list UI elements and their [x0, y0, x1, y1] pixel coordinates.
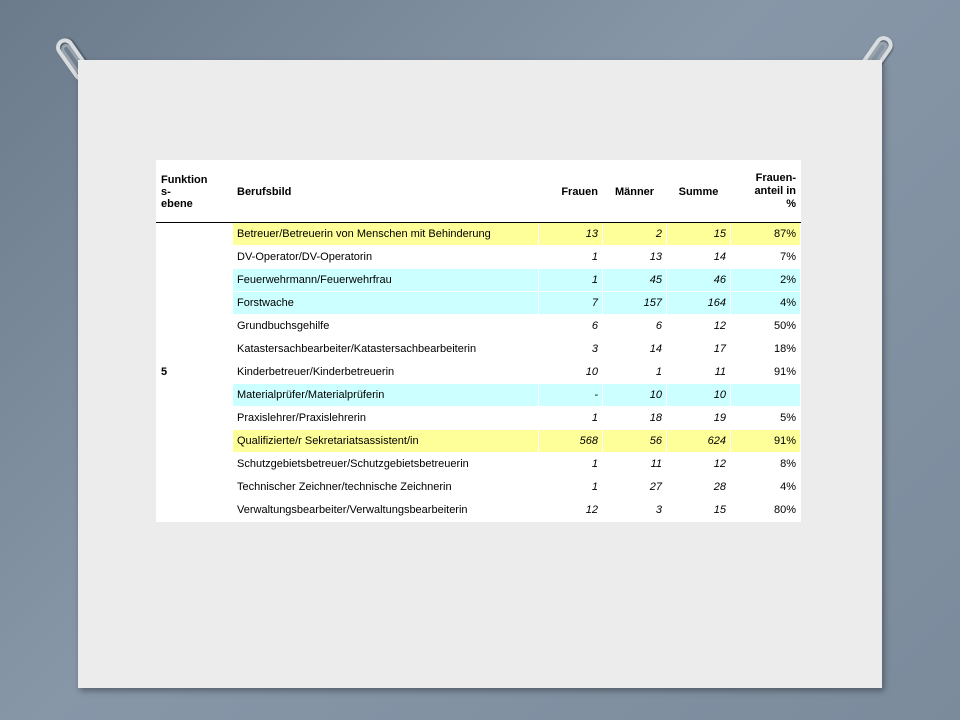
- frauenanteil-cell: 4%: [731, 476, 801, 499]
- maenner-cell: 45: [603, 269, 667, 292]
- maenner-cell: 10: [603, 384, 667, 407]
- summe-cell: 12: [667, 315, 731, 338]
- header-funktionsebene: [157, 161, 233, 223]
- header-maenner: Männer: [603, 161, 667, 223]
- maenner-cell: 18: [603, 407, 667, 430]
- berufsbild-cell: Feuerwehrmann/Feuerwehrfrau: [233, 269, 539, 292]
- table-row: [157, 430, 801, 453]
- maenner-cell: 6: [603, 315, 667, 338]
- header-line: Frauen-: [755, 172, 796, 184]
- summe-cell: 15: [667, 223, 731, 246]
- frauenanteil-cell: 5%: [731, 407, 801, 430]
- summe-cell: 19: [667, 407, 731, 430]
- frauen-cell: 1: [539, 269, 603, 292]
- table-row: [157, 315, 801, 338]
- table-row: [157, 269, 801, 292]
- summe-cell: 10: [667, 384, 731, 407]
- frauen-cell: 6: [539, 315, 603, 338]
- table-row: [157, 499, 801, 522]
- berufsbild-cell: Praxislehrer/Praxislehrerin: [233, 407, 539, 430]
- frauenanteil-cell: 7%: [731, 246, 801, 269]
- frauen-cell: 7: [539, 292, 603, 315]
- header-line: ebene: [161, 197, 193, 210]
- frauenanteil-cell: 4%: [731, 292, 801, 315]
- header-frauenanteil: [731, 161, 801, 223]
- frauenanteil-cell: 8%: [731, 453, 801, 476]
- maenner-cell: 27: [603, 476, 667, 499]
- header-berufsbild: Berufsbild: [233, 161, 539, 223]
- maenner-cell: 13: [603, 246, 667, 269]
- maenner-cell: 56: [603, 430, 667, 453]
- summe-cell: 11: [667, 361, 731, 384]
- frauen-cell: 1: [539, 453, 603, 476]
- summe-cell: 624: [667, 430, 731, 453]
- berufsbild-cell: DV-Operator/DV-Operatorin: [233, 246, 539, 269]
- table-row: [157, 223, 801, 246]
- berufsbild-cell: Forstwache: [233, 292, 539, 315]
- frauen-cell: 1: [539, 407, 603, 430]
- frauen-cell: 10: [539, 361, 603, 384]
- frauen-cell: 1: [539, 246, 603, 269]
- frauenanteil-cell: 87%: [731, 223, 801, 246]
- frauenanteil-cell: 91%: [731, 430, 801, 453]
- berufsbild-cell: Schutzgebietsbetreuer/Schutzgebietsbetreuerin: [233, 453, 539, 476]
- frauenanteil-cell: 2%: [731, 269, 801, 292]
- frauenanteil-cell: [731, 384, 801, 407]
- frauen-cell: 13: [539, 223, 603, 246]
- summe-cell: 12: [667, 453, 731, 476]
- header-line: s-: [161, 185, 171, 198]
- table-row: [157, 476, 801, 499]
- berufsbild-cell: Kinderbetreuer/Kinderbetreuerin: [233, 361, 539, 384]
- summe-cell: 15: [667, 499, 731, 522]
- header-frauen: Frauen: [539, 161, 603, 223]
- berufsbild-cell: Katastersachbearbeiter/Katastersachbearbeiterin: [233, 338, 539, 361]
- header-summe: Summe: [667, 161, 731, 223]
- berufsbild-cell: Verwaltungsbearbeiter/Verwaltungsbearbeiterin: [233, 499, 539, 522]
- maenner-cell: 3: [603, 499, 667, 522]
- frauenanteil-cell: 91%: [731, 361, 801, 384]
- table-row: [157, 384, 801, 407]
- summe-cell: 46: [667, 269, 731, 292]
- table-row: [157, 453, 801, 476]
- frauenanteil-cell: 80%: [731, 499, 801, 522]
- maenner-cell: 1: [603, 361, 667, 384]
- frauen-cell: 568: [539, 430, 603, 453]
- maenner-cell: 14: [603, 338, 667, 361]
- maenner-cell: 157: [603, 292, 667, 315]
- summe-cell: 17: [667, 338, 731, 361]
- summe-cell: 14: [667, 246, 731, 269]
- table-row: [157, 292, 801, 315]
- frauenanteil-cell: 18%: [731, 338, 801, 361]
- table-row: [157, 407, 801, 430]
- frauen-cell: -: [539, 384, 603, 407]
- berufsbild-cell: Qualifizierte/r Sekretariatsassistent/in: [233, 430, 539, 453]
- berufsbild-cell: Betreuer/Betreuerin von Menschen mit Behinderung: [233, 223, 539, 246]
- frauenanteil-cell: 50%: [731, 315, 801, 338]
- frauen-cell: 12: [539, 499, 603, 522]
- occupation-table: [156, 160, 801, 522]
- berufsbild-cell: Materialprüfer/Materialprüferin: [233, 384, 539, 407]
- header-line: %: [786, 198, 796, 210]
- table-row: [157, 338, 801, 361]
- header-line: Funktion: [161, 173, 208, 186]
- frauen-cell: 3: [539, 338, 603, 361]
- summe-cell: 28: [667, 476, 731, 499]
- berufsbild-cell: Technischer Zeichner/technische Zeichnerin: [233, 476, 539, 499]
- table-row: [157, 246, 801, 269]
- maenner-cell: 2: [603, 223, 667, 246]
- header-line: anteil in: [754, 185, 796, 197]
- table-row: [157, 361, 801, 384]
- table-header-row: [157, 161, 801, 223]
- maenner-cell: 11: [603, 453, 667, 476]
- frauen-cell: 1: [539, 476, 603, 499]
- berufsbild-cell: Grundbuchsgehilfe: [233, 315, 539, 338]
- funktionsebene-cell: 5: [157, 223, 233, 522]
- summe-cell: 164: [667, 292, 731, 315]
